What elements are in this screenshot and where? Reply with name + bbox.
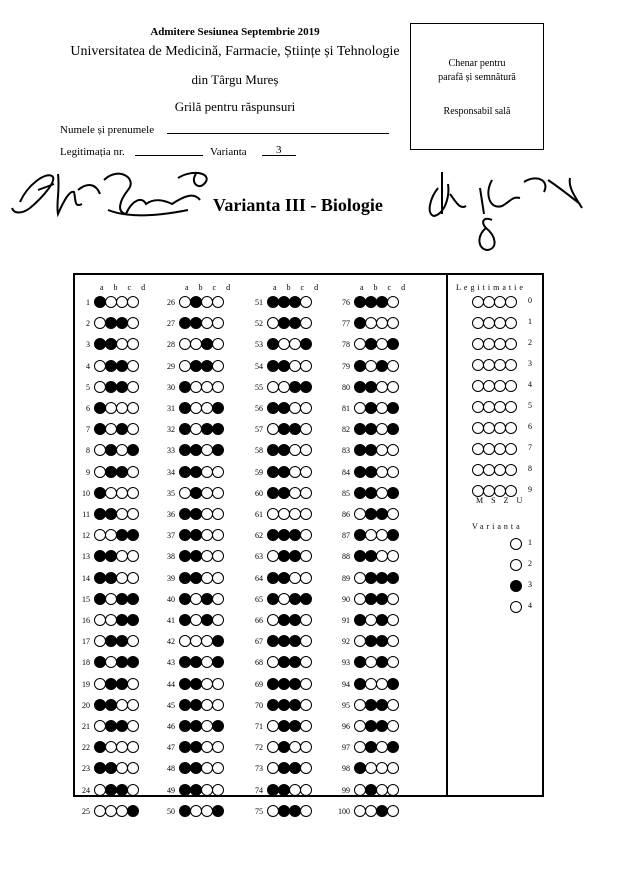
question-number: 28	[167, 340, 175, 350]
answer-bubble-d[interactable]	[300, 699, 312, 711]
question-number: 6	[86, 404, 90, 413]
id-digit-label: 6	[528, 422, 532, 431]
id-digit-label: 4	[528, 380, 532, 389]
question-number: 24	[82, 785, 90, 795]
answer-bubble-d[interactable]	[387, 805, 399, 817]
question-number: 47	[167, 743, 175, 753]
university-name: Universitatea de Medicină, Farmacie, Științe și Tehnologie	[70, 44, 400, 59]
answer-bubble-d[interactable]	[212, 487, 224, 499]
question-number: 84	[342, 467, 350, 477]
variant-option-bubble[interactable]	[510, 559, 522, 571]
name-underline	[167, 133, 389, 134]
question-number: 70	[255, 700, 263, 710]
answer-column-header: a b c d	[360, 283, 410, 292]
question-number: 83	[342, 446, 350, 456]
answer-bubble-d[interactable]	[212, 699, 224, 711]
answer-bubble-d[interactable]	[127, 572, 139, 584]
answer-bubble-d[interactable]	[212, 466, 224, 478]
answer-bubble-d[interactable]	[127, 360, 139, 372]
question-number: 51	[255, 298, 263, 307]
question-number: 48	[167, 764, 175, 774]
question-number: 99	[342, 785, 350, 795]
question-number: 30	[167, 382, 175, 392]
answer-sheet-divider	[446, 273, 448, 797]
question-number: 10	[82, 488, 90, 498]
answer-bubble-d[interactable]	[127, 381, 139, 393]
question-number: 7	[86, 425, 90, 435]
question-number: 32	[167, 425, 175, 435]
answer-bubble-d[interactable]	[300, 784, 312, 796]
question-number: 90	[342, 594, 350, 604]
answer-bubble-d[interactable]	[300, 402, 312, 414]
answer-bubble-d[interactable]	[387, 360, 399, 372]
question-number: 91	[342, 616, 350, 625]
answer-grid-title: Grilă pentru răspunsuri	[174, 99, 296, 114]
answer-bubble-d[interactable]	[212, 593, 224, 605]
question-number: 68	[255, 658, 263, 668]
question-number: 45	[167, 700, 175, 710]
question-number: 75	[255, 806, 263, 816]
question-number: 71	[255, 722, 263, 731]
question-number: 63	[255, 552, 263, 562]
question-number: 72	[255, 743, 263, 753]
question-number: 73	[255, 764, 263, 774]
question-number: 74	[255, 785, 263, 795]
question-number: 44	[167, 679, 175, 689]
question-number: 34	[167, 467, 175, 477]
question-number: 61	[255, 510, 263, 519]
answer-bubble-d[interactable]	[300, 678, 312, 690]
answer-bubble-d[interactable]	[300, 508, 312, 520]
question-number: 25	[82, 806, 90, 816]
id-digit-bubble[interactable]	[505, 380, 517, 392]
question-number: 49	[167, 785, 175, 795]
question-number: 40	[167, 594, 175, 604]
question-number: 79	[342, 361, 350, 371]
variant-value: 3	[276, 144, 282, 156]
id-digit-label: 1	[528, 317, 532, 326]
question-number: 87	[342, 531, 350, 541]
id-digit-label: 0	[528, 296, 532, 305]
question-number: 81	[342, 404, 350, 413]
question-number: 1	[86, 298, 90, 307]
name-label: Numele și prenumele	[60, 124, 155, 136]
id-digit-label: 9	[528, 485, 532, 494]
question-number: 27	[167, 319, 175, 329]
answer-bubble-d[interactable]	[212, 678, 224, 690]
question-number: 53	[255, 340, 263, 350]
id-digit-label: 5	[528, 401, 532, 410]
question-number: 56	[255, 404, 263, 413]
question-number: 54	[255, 361, 263, 371]
question-number: 46	[167, 722, 175, 731]
question-number: 14	[82, 573, 90, 583]
id-label: Legitimația nr.	[60, 146, 125, 158]
question-number: 76	[342, 298, 350, 307]
question-number: 89	[342, 573, 350, 583]
answer-bubble-d[interactable]	[387, 614, 399, 626]
answer-bubble-d[interactable]	[127, 805, 139, 817]
question-number: 65	[255, 594, 263, 604]
answer-bubble-d[interactable]	[387, 593, 399, 605]
question-number: 93	[342, 658, 350, 668]
answer-bubble-d[interactable]	[212, 360, 224, 372]
question-number: 39	[167, 573, 175, 583]
answer-bubble-d[interactable]	[387, 699, 399, 711]
question-number: 94	[342, 679, 350, 689]
stamp-box-line-2: parafă și semnătură	[438, 72, 516, 83]
answer-bubble-d[interactable]	[387, 402, 399, 414]
question-number: 2	[86, 319, 90, 329]
question-number: 20	[82, 700, 90, 710]
stamp-box-line-1: Chenar pentru	[448, 58, 506, 69]
id-digit-bubble[interactable]	[505, 443, 517, 455]
legitimatie-title: Legitimatie	[456, 283, 526, 292]
signature-right	[420, 158, 595, 258]
question-number: 62	[255, 531, 263, 541]
question-number: 16	[82, 616, 90, 625]
id-digit-label: 8	[528, 464, 532, 473]
question-number: 85	[342, 488, 350, 498]
id-digit-label: 7	[528, 443, 532, 452]
answer-bubble-d[interactable]	[300, 466, 312, 478]
answer-bubble-d[interactable]	[387, 784, 399, 796]
question-number: 15	[82, 594, 90, 604]
variant-option-bubble[interactable]	[510, 601, 522, 613]
id-digit-bubble[interactable]	[505, 359, 517, 371]
stamp-box-line-3: Responsabil sală	[443, 106, 511, 117]
question-number: 36	[167, 510, 175, 519]
question-number: 77	[342, 319, 350, 329]
exam-session-title: Admitere Sesiunea Septembrie 2019	[150, 26, 320, 38]
question-number: 22	[82, 743, 90, 753]
answer-bubble-d[interactable]	[387, 720, 399, 732]
id-letter-footer: M S Z U	[476, 496, 526, 505]
variant-label: Varianta	[210, 146, 247, 158]
answer-bubble-d[interactable]	[127, 720, 139, 732]
answer-bubble-d[interactable]	[300, 593, 312, 605]
answer-bubble-d[interactable]	[127, 678, 139, 690]
question-number: 11	[82, 510, 90, 519]
variant-option-label: 1	[528, 538, 532, 547]
answer-bubble-d[interactable]	[300, 720, 312, 732]
answer-bubble-d[interactable]	[127, 466, 139, 478]
question-number: 8	[86, 446, 90, 456]
answer-bubble-d[interactable]	[127, 296, 139, 308]
signature-left	[8, 160, 213, 235]
question-number: 18	[82, 658, 90, 668]
question-number: 67	[255, 637, 263, 647]
answer-bubble-d[interactable]	[387, 466, 399, 478]
id-digit-label: 2	[528, 338, 532, 347]
question-number: 97	[342, 743, 350, 753]
variant-option-label: 2	[528, 559, 532, 568]
question-number: 95	[342, 700, 350, 710]
question-number: 9	[86, 467, 90, 477]
answer-column-header: a b c d	[100, 283, 150, 292]
question-number: 29	[167, 361, 175, 371]
answer-bubble-d[interactable]	[387, 296, 399, 308]
answer-bubble-d[interactable]	[127, 614, 139, 626]
id-digit-bubble[interactable]	[505, 464, 517, 476]
answer-bubble-d[interactable]	[127, 784, 139, 796]
question-number: 88	[342, 552, 350, 562]
answer-bubble-d[interactable]	[300, 381, 312, 393]
answer-bubble-d[interactable]	[127, 508, 139, 520]
id-digit-bubble[interactable]	[505, 296, 517, 308]
question-number: 5	[86, 382, 90, 392]
question-number: 4	[86, 361, 90, 371]
question-number: 78	[342, 340, 350, 350]
question-number: 92	[342, 637, 350, 647]
question-number: 13	[82, 552, 90, 562]
answer-bubble-d[interactable]	[300, 296, 312, 308]
question-number: 35	[167, 488, 175, 498]
answer-bubble-d[interactable]	[212, 614, 224, 626]
answer-bubble-d[interactable]	[127, 593, 139, 605]
answer-bubble-d[interactable]	[300, 487, 312, 499]
question-number: 96	[342, 722, 350, 731]
answer-column-header: a b c d	[273, 283, 323, 292]
question-number: 33	[167, 446, 175, 456]
answer-bubble-d[interactable]	[212, 572, 224, 584]
question-number: 50	[167, 806, 175, 816]
variant-option-label: 3	[528, 580, 532, 589]
answer-bubble-d[interactable]	[127, 699, 139, 711]
question-number: 41	[167, 616, 175, 625]
university-city: din Târgu Mureș	[191, 72, 279, 87]
question-number: 42	[167, 637, 175, 647]
id-digit-bubble[interactable]	[505, 401, 517, 413]
answer-column-header: a b c d	[185, 283, 235, 292]
variant-subject-title: Varianta III - Biologie	[213, 195, 383, 215]
variant-option-bubble[interactable]	[510, 538, 522, 550]
question-number: 60	[255, 488, 263, 498]
question-number: 86	[342, 510, 350, 519]
answer-bubble-d[interactable]	[387, 572, 399, 584]
answer-bubble-d[interactable]	[300, 360, 312, 372]
question-number: 98	[342, 764, 350, 774]
question-number: 21	[82, 722, 90, 731]
answer-bubble-d[interactable]	[212, 402, 224, 414]
question-number: 100	[338, 806, 350, 816]
id-digit-bubble[interactable]	[505, 317, 517, 329]
question-number: 59	[255, 467, 263, 477]
answer-bubble-d[interactable]	[387, 508, 399, 520]
question-number: 37	[167, 531, 175, 541]
question-number: 52	[255, 319, 263, 329]
varianta-title: Varianta	[472, 522, 523, 531]
question-number: 38	[167, 552, 175, 562]
id-underline	[135, 155, 203, 156]
question-number: 58	[255, 446, 263, 456]
stamp-signature-box	[410, 23, 544, 150]
question-number: 31	[167, 404, 175, 413]
variant-option-label: 4	[528, 601, 532, 610]
question-number: 80	[342, 382, 350, 392]
answer-bubble-d[interactable]	[300, 572, 312, 584]
question-number: 19	[82, 679, 90, 689]
question-number: 69	[255, 679, 263, 689]
answer-bubble-d[interactable]	[212, 720, 224, 732]
answer-bubble-d[interactable]	[387, 678, 399, 690]
question-number: 57	[255, 425, 263, 435]
answer-bubble-d[interactable]	[212, 296, 224, 308]
question-number: 43	[167, 658, 175, 668]
answer-bubble-d[interactable]	[387, 381, 399, 393]
question-number: 55	[255, 382, 263, 392]
answer-bubble-d[interactable]	[300, 805, 312, 817]
answer-bubble-d[interactable]	[127, 487, 139, 499]
question-number: 3	[86, 340, 90, 350]
question-number: 12	[82, 531, 90, 541]
id-digit-bubble[interactable]	[505, 338, 517, 350]
question-number: 64	[255, 573, 263, 583]
answer-bubble-d[interactable]	[212, 805, 224, 817]
question-number: 66	[255, 616, 263, 625]
question-number: 26	[167, 298, 175, 307]
answer-bubble-d[interactable]	[212, 381, 224, 393]
question-number: 23	[82, 764, 90, 774]
question-number: 82	[342, 425, 350, 435]
answer-bubble-d[interactable]	[127, 402, 139, 414]
id-digit-bubble[interactable]	[505, 422, 517, 434]
answer-bubble-d[interactable]	[212, 508, 224, 520]
variant-option-bubble[interactable]	[510, 580, 522, 592]
question-number: 17	[82, 637, 90, 647]
answer-bubble-d[interactable]	[212, 784, 224, 796]
id-digit-label: 3	[528, 359, 532, 368]
answer-bubble-d[interactable]	[300, 614, 312, 626]
answer-bubble-d[interactable]	[387, 487, 399, 499]
